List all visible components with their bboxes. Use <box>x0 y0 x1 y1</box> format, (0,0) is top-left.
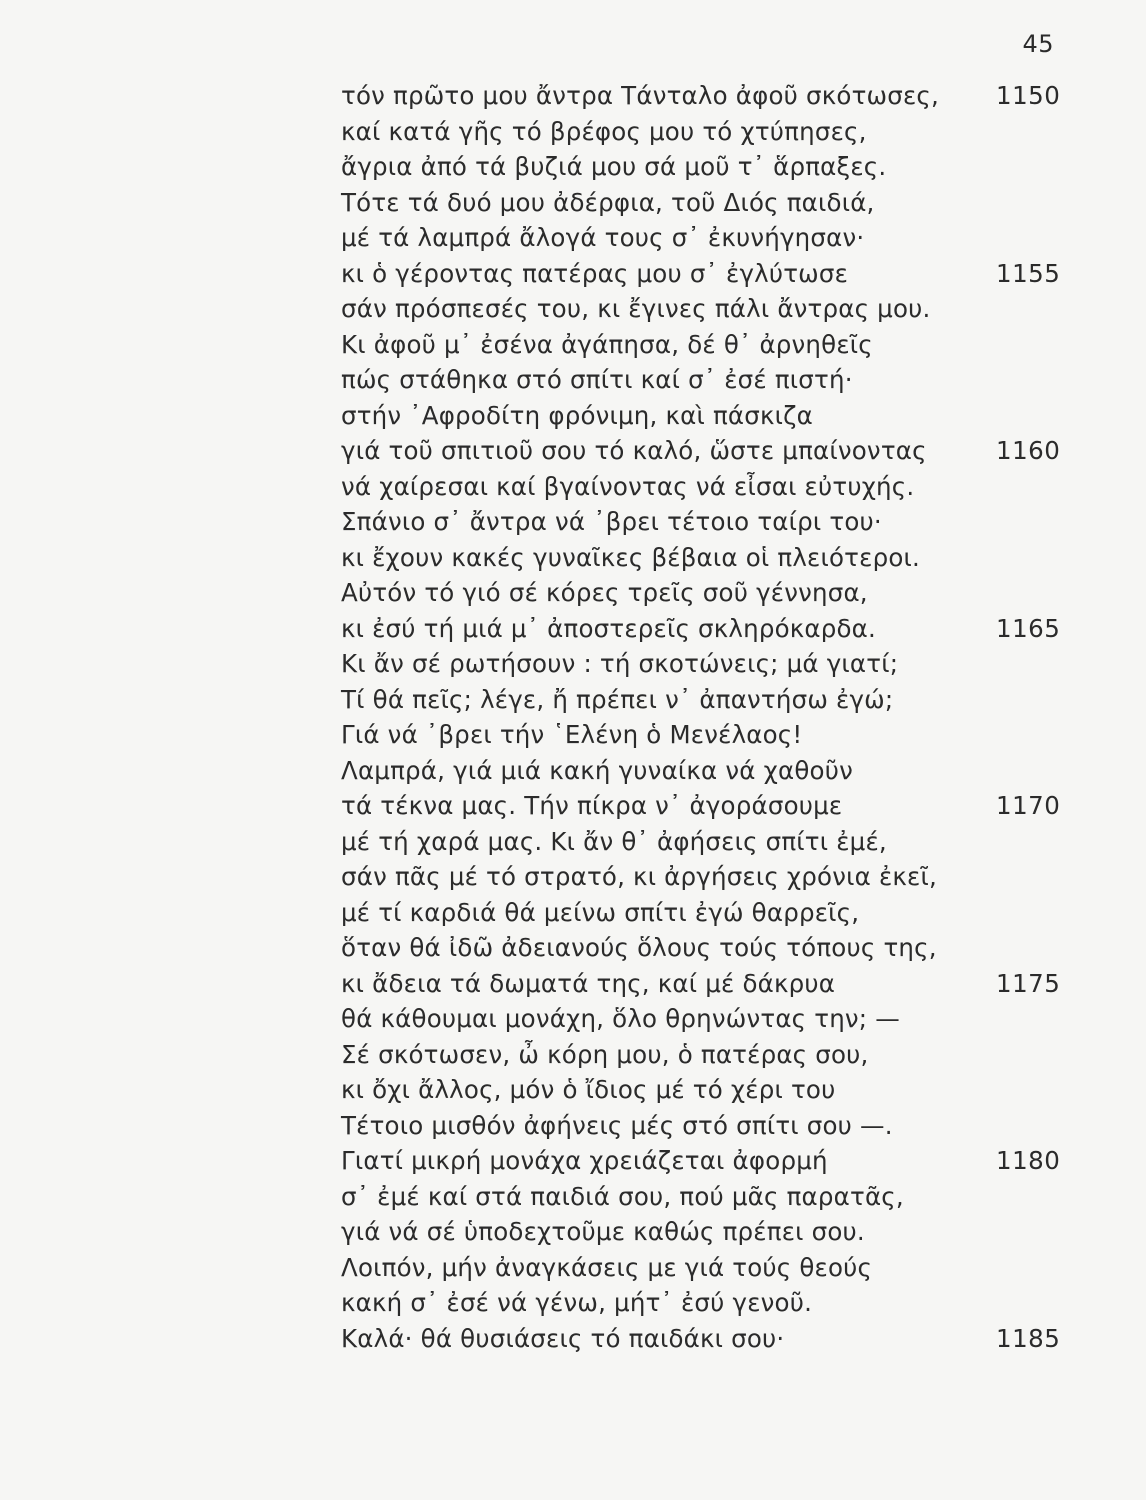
verse-line <box>0 1072 1146 1108</box>
verse-text: σάν πᾶς μέ τό στρατό, κι ἀργήσεις χρόνια ἐκεῖ, <box>341 862 937 891</box>
verse-line <box>0 575 1146 611</box>
verse-line <box>0 966 1146 1002</box>
line-number: 1160 <box>996 436 1061 465</box>
verse-line <box>0 1214 1146 1250</box>
verse-line <box>0 646 1146 682</box>
verse-text: Τί θά πεῖς; λέγε, ἤ πρέπει ν᾽ ἀπαντήσω ἐγώ; <box>341 684 894 714</box>
line-number: 1185 <box>996 1323 1061 1353</box>
verse-line <box>0 220 1146 256</box>
line-number: 1175 <box>996 968 1061 998</box>
verse-line <box>0 504 1146 540</box>
verse-text: Γιατί μικρή μονάχα χρειάζεται ἀφορμή <box>341 1146 828 1175</box>
verse-text: μέ τή χαρά μας. Κι ἄν θ᾽ ἀφήσεις σπίτι ἐμέ, <box>341 826 887 856</box>
line-number: 1165 <box>996 613 1061 643</box>
verse-line <box>0 1001 1146 1037</box>
verse-line <box>0 149 1146 185</box>
verse-text: Καλά· θά θυσιάσεις τό παιδάκι σου· <box>341 1323 785 1353</box>
verse-text: νά χαίρεσαι καί βγαίνοντας νά εἶσαι εὐτυχής. <box>341 471 915 501</box>
verse-line <box>0 682 1146 718</box>
verse-text: Κι ἀφοῦ μ᾽ ἐσένα ἀγάπησα, δέ θ᾽ ἀρνηθεῖς <box>341 329 873 359</box>
verse-text: Γιά νά ᾽βρει τήν ῾Ελένη ὁ Μενέλαος! <box>341 720 803 749</box>
verse-text: Σπάνιο σ᾽ ἄντρα νά ᾽βρει τέτοιο ταίρι του· <box>341 507 882 536</box>
verse-line <box>0 1037 1146 1073</box>
verse-line <box>0 895 1146 931</box>
verse-line <box>0 717 1146 753</box>
verse-line <box>0 362 1146 398</box>
line-number: 1180 <box>996 1146 1061 1175</box>
page-number: 45 <box>1022 30 1054 58</box>
verse-text: καί κατά γῆς τό βρέφος μου τό χτύπησες, <box>341 116 867 146</box>
verse-line <box>0 433 1146 469</box>
verse-text: μέ τί καρδιά θά μείνω σπίτι ἐγώ θαρρεῖς, <box>341 897 860 927</box>
line-number: 1170 <box>996 791 1061 820</box>
verse-text: κι ὄχι ἄλλος, μόν ὁ ἴδιος μέ τό χέρι του <box>341 1075 836 1104</box>
verse-text: κι ἄδεια τά δωματά της, καί μέ δάκρυα <box>341 968 836 998</box>
verse-line <box>0 1250 1146 1286</box>
verse-text: σάν πρόσπεσές του, κι ἔγινες πάλι ἄντρας μου. <box>341 294 931 323</box>
verse-line <box>0 788 1146 824</box>
verse-text: Σέ σκότωσεν, ὦ κόρη μου, ὁ πατέρας σου, <box>341 1039 869 1069</box>
verse-text: γιά τοῦ σπιτιοῦ σου τό καλό, ὥστε μπαίνοντας <box>341 436 927 465</box>
verse-text: Αὐτόν τό γιό σέ κόρες τρεῖς σοῦ γέννησα, <box>341 578 868 607</box>
verse-line <box>0 540 1146 576</box>
verse-line <box>0 185 1146 221</box>
verse-text: γιά νά σέ ὑποδεχτοῦμε καθώς πρέπει σου. <box>341 1217 865 1246</box>
verse-line <box>0 859 1146 895</box>
verse-line <box>0 1108 1146 1144</box>
verse-line <box>0 398 1146 434</box>
verse-line <box>0 1143 1146 1179</box>
verse-line <box>0 1285 1146 1321</box>
verse-text: Λοιπόν, μήν ἀναγκάσεις με γιά τούς θεούς <box>341 1252 873 1282</box>
verse-line <box>0 753 1146 789</box>
line-number: 1150 <box>996 81 1061 110</box>
verse-line <box>0 1321 1146 1357</box>
verse-text: στήν ᾿Αφροδίτη φρόνιμη, καὶ πάσκιζα <box>341 400 814 430</box>
verse-text: ἄγρια ἀπό τά βυζιά μου σά μοῦ τ᾽ ἅρπαξες. <box>341 152 887 181</box>
verse-line <box>0 256 1146 292</box>
verse-text: Λαμπρά, γιά μιά κακή γυναίκα νά χαθοῦν <box>341 755 853 785</box>
verse-line <box>0 291 1146 327</box>
verse-line <box>0 469 1146 505</box>
verse-line <box>0 930 1146 966</box>
verse-text: τά τέκνα μας. Τήν πίκρα ν᾽ ἀγοράσουμε <box>341 791 843 820</box>
verse-line <box>0 824 1146 860</box>
verse-text: κι ὁ γέροντας πατέρας μου σ᾽ ἐγλύτωσε <box>341 258 849 288</box>
verse-text: τόν πρῶτο μου ἄντρα Τάνταλο ἀφοῦ σκότωσες, <box>341 81 939 110</box>
verse-line <box>0 1179 1146 1215</box>
verse-line <box>0 327 1146 363</box>
verse-text: κι ἔχουν κακές γυναῖκες βέβαια οἱ πλειότεροι. <box>341 542 920 572</box>
verse-line <box>0 78 1146 114</box>
verse-text: πώς στάθηκα στό σπίτι καί σ᾽ ἐσέ πιστή· <box>341 365 853 394</box>
verse-text: θά κάθουμαι μονάχη, ὅλο θρηνώντας την; — <box>341 1004 900 1033</box>
verse-text: Τέτοιο μισθόν ἀφήνεις μές στό σπίτι σου —. <box>341 1110 893 1140</box>
verse-text: σ᾽ ἐμέ καί στά παιδιά σου, πού μᾶς παρατᾶς, <box>341 1181 904 1211</box>
verse-line <box>0 611 1146 647</box>
line-number: 1155 <box>996 258 1061 288</box>
verse-text: Τότε τά δυό μου ἀδέρφια, τοῦ Διός παιδιά, <box>341 187 875 217</box>
verse-text: κακή σ᾽ ἐσέ νά γένω, μήτ᾽ ἐσύ γενοῦ. <box>341 1288 813 1317</box>
verse-text: Κι ἄν σέ ρωτήσουν : τή σκοτώνεις; μά γιατί; <box>341 649 899 678</box>
verse-block <box>0 78 1146 1356</box>
verse-text: ὅταν θά ἰδῶ ἀδειανούς ὅλους τούς τόπους της, <box>341 933 937 962</box>
verse-text: μέ τά λαμπρά ἄλογά τους σ᾽ ἐκυνήγησαν· <box>341 223 865 252</box>
verse-line <box>0 114 1146 150</box>
verse-text: κι ἐσύ τή μιά μ᾽ ἀποστερεῖς σκληρόκαρδα. <box>341 613 877 643</box>
